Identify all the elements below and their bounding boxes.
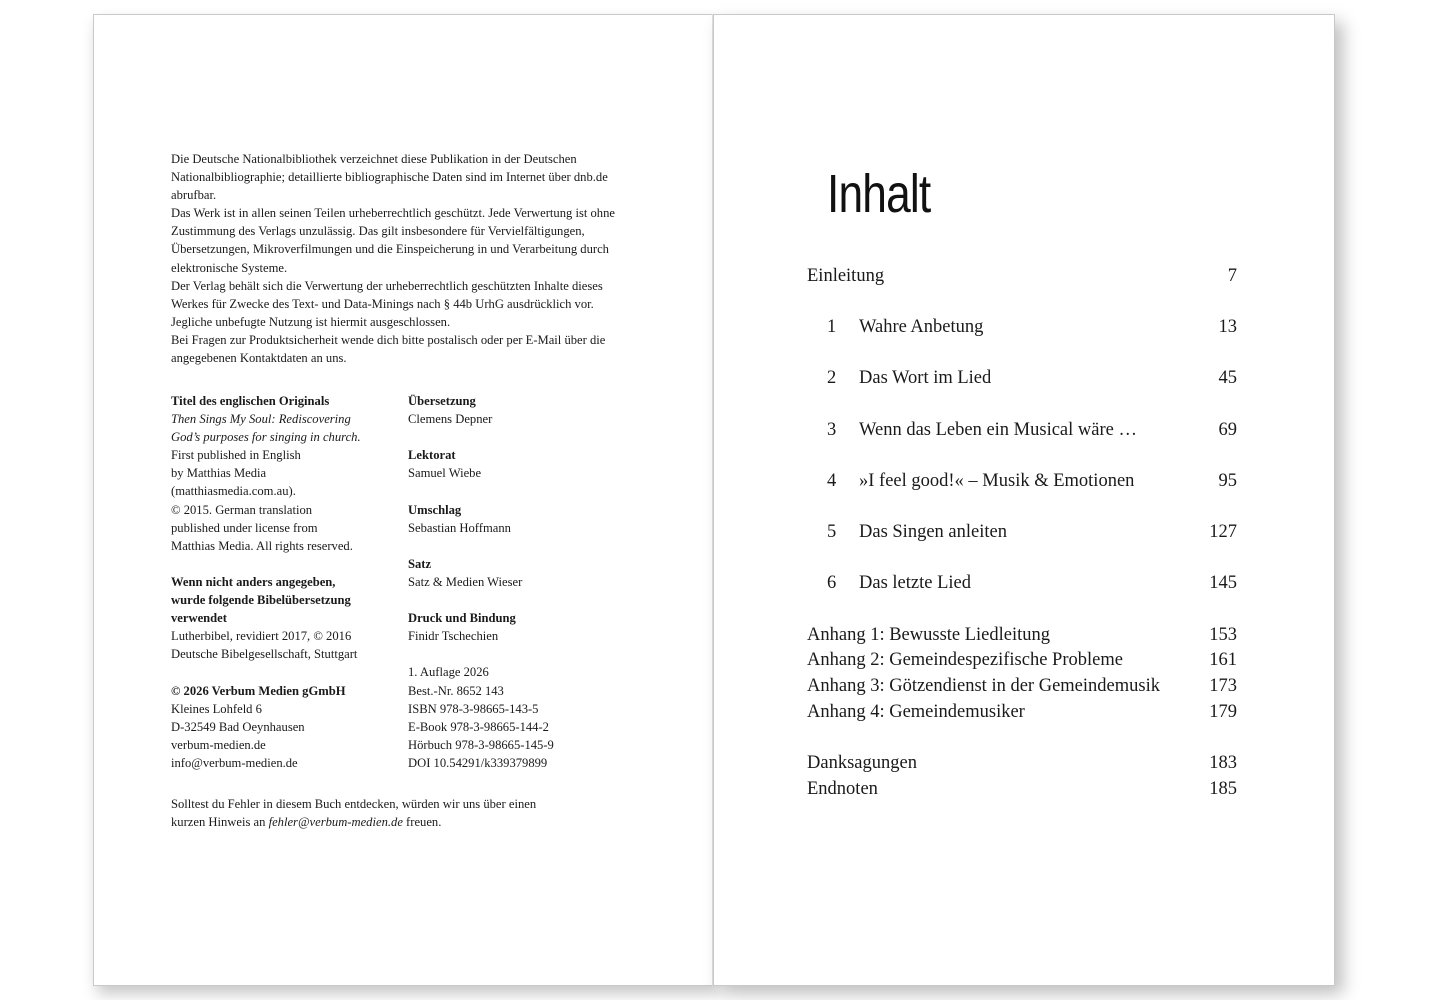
legal-paragraph: Das Werk ist in allen seinen Teilen urheberrechtlich geschützt. Jede Verwertung ist ohne Zustimmung des Verlags unzulässig. Das gilt insbesondere für Vervielfältigungen, Übersetzungen, Mikroverfilmungen und die Einspeicherung in und Verarbeitung durch elektronische Systeme. bbox=[171, 206, 615, 275]
chapter-number: 5 bbox=[827, 522, 837, 542]
back-matter-page: 183 bbox=[1209, 753, 1237, 773]
legal-paragraph: Die Deutsche Nationalbibliothek verzeichnet diese Publikation in der Deutschen Nationalbibliographie; detaillierte bibliographische Daten sind im Internet über dnb.de abrufbar. bbox=[171, 152, 608, 203]
chapter-title: Wahre Anbetung bbox=[859, 317, 984, 337]
credit-label: Übersetzung bbox=[408, 394, 476, 408]
credit-block bbox=[408, 392, 618, 428]
chapter-number: 3 bbox=[827, 420, 837, 440]
toc-entry-title: Einleitung bbox=[807, 266, 885, 286]
credit-value: Satz & Medien Wieser bbox=[408, 574, 523, 589]
edition-block bbox=[408, 663, 618, 772]
bible-heading: verwendet bbox=[171, 611, 227, 626]
bible-translation-block bbox=[171, 573, 396, 663]
chapter-page: 45 bbox=[1218, 368, 1237, 388]
original-line: © 2015. German translation bbox=[171, 502, 313, 517]
original-line: Matthias Media. All rights reserved. bbox=[171, 538, 353, 553]
appendix-title: Anhang 1: Bewusste Liedleitung bbox=[807, 625, 1051, 645]
chapter-page: 95 bbox=[1218, 471, 1237, 491]
contents-page bbox=[713, 14, 1335, 986]
chapter-page: 145 bbox=[1209, 573, 1237, 593]
edition-line: 1. Auflage 2026 bbox=[408, 665, 489, 680]
credit-block bbox=[408, 609, 618, 645]
edition-line: E-Book 978-3-98665-144-2 bbox=[408, 719, 549, 734]
bible-line: Deutsche Bibelgesellschaft, Stuttgart bbox=[171, 647, 358, 662]
chapter-page: 13 bbox=[1218, 317, 1237, 337]
chapter-title: »I feel good!« – Musik & Emotionen bbox=[859, 471, 1135, 491]
bible-heading: Wenn nicht anders angegeben, bbox=[171, 574, 336, 589]
credit-label: Lektorat bbox=[408, 448, 456, 463]
appendix-page: 153 bbox=[1209, 625, 1237, 645]
errata-email: fehler@verbum-medien.de bbox=[268, 815, 403, 830]
imprint-column-left bbox=[171, 392, 396, 772]
original-line: (matthiasmedia.com.au). bbox=[171, 484, 296, 499]
bible-line: Lutherbibel, revidiert 2017, © 2016 bbox=[171, 629, 352, 644]
credit-block bbox=[408, 501, 618, 537]
publisher-line: Kleines Lohfeld 6 bbox=[171, 701, 262, 716]
chapter-number: 1 bbox=[827, 317, 837, 337]
errata-note bbox=[171, 795, 631, 831]
publisher-block bbox=[171, 682, 396, 772]
back-matter-title: Danksagungen bbox=[807, 753, 917, 773]
appendix-page: 161 bbox=[1209, 650, 1237, 670]
chapter-number: 6 bbox=[827, 573, 837, 593]
errata-suffix: freuen. bbox=[402, 815, 442, 830]
back-matter-title: Endnoten bbox=[807, 779, 878, 799]
original-line: First published in English bbox=[171, 448, 301, 463]
publisher-line: verbum-medien.de bbox=[171, 737, 266, 752]
edition-line: Best.-Nr. 8652 143 bbox=[408, 683, 504, 698]
chapter-title: Wenn das Leben ein Musical wäre … bbox=[859, 420, 1137, 440]
credit-value: Clemens Depner bbox=[408, 412, 493, 427]
publisher-line: info@verbum-medien.de bbox=[171, 755, 298, 770]
chapter-number: 4 bbox=[827, 471, 837, 491]
original-line: by Matthias Media bbox=[171, 466, 267, 481]
chapter-number: 2 bbox=[827, 368, 837, 388]
errata-line: Solltest du Fehler in diesem Buch entdecken, würden wir uns über einen bbox=[171, 797, 537, 811]
credit-value: Finidr Tschechien bbox=[408, 629, 499, 644]
credit-value: Sebastian Hoffmann bbox=[408, 520, 511, 535]
appendix-title: Anhang 3: Götzendienst in der Gemeindemusik bbox=[807, 676, 1160, 696]
appendix-title: Anhang 4: Gemeindemusiker bbox=[807, 702, 1025, 722]
original-title: Then Sings My Soul: Rediscovering bbox=[171, 412, 351, 427]
appendix-page: 173 bbox=[1209, 676, 1237, 696]
chapter-page: 69 bbox=[1218, 420, 1237, 440]
appendix-title: Anhang 2: Gemeindespezifische Probleme bbox=[807, 650, 1123, 670]
original-title-block bbox=[171, 392, 396, 555]
credit-label: Satz bbox=[408, 556, 432, 571]
chapter-title: Das Wort im Lied bbox=[859, 368, 992, 388]
errata-prefix: kurzen Hinweis an bbox=[171, 815, 269, 830]
credit-block bbox=[408, 555, 618, 591]
credit-label: Druck und Bindung bbox=[408, 611, 516, 626]
publisher-heading: © 2026 Verbum Medien gGmbH bbox=[171, 683, 346, 698]
publisher-line: D-32549 Bad Oeynhausen bbox=[171, 719, 305, 734]
imprint-column-right bbox=[408, 392, 618, 772]
legal-paragraph: Bei Fragen zur Produktsicherheit wende dich bitte postalisch oder per E-Mail über die angegebenen Kontaktdaten an uns. bbox=[171, 332, 606, 366]
chapter-page: 127 bbox=[1209, 522, 1237, 542]
original-heading: Titel des englischen Originals bbox=[171, 394, 330, 408]
edition-line: Hörbuch 978-3-98665-145-9 bbox=[408, 737, 554, 752]
appendix-page: 179 bbox=[1209, 702, 1237, 722]
legal-notice bbox=[171, 150, 631, 367]
legal-paragraph: Der Verlag behält sich die Verwertung der urheberrechtlich geschützten Inhalte dieses Werkes für Zwecke des Text- und Data-Minings nach § 44b UrhG ausdrücklich vor. Jegliche unbefugte Nutzung ist hiermit ausgeschlossen. bbox=[171, 278, 603, 329]
original-line: published under license from bbox=[171, 520, 318, 535]
imprint-page bbox=[93, 14, 714, 986]
errata-line bbox=[171, 813, 631, 831]
original-title: God’s purposes for singing in church. bbox=[171, 430, 361, 445]
back-matter-page: 185 bbox=[1209, 779, 1237, 799]
chapter-title: Das letzte Lied bbox=[859, 573, 971, 593]
bible-heading: wurde folgende Bibelübersetzung bbox=[171, 593, 351, 608]
toc-entry-page: 7 bbox=[1227, 266, 1237, 286]
credit-block bbox=[408, 446, 618, 482]
book-spread bbox=[93, 14, 1335, 986]
chapter-title: Das Singen anleiten bbox=[859, 522, 1007, 542]
page-title: Inhalt bbox=[827, 164, 931, 224]
credit-label: Umschlag bbox=[408, 502, 462, 517]
credit-value: Samuel Wiebe bbox=[408, 466, 482, 481]
edition-line: DOI 10.54291/k339379899 bbox=[408, 755, 548, 770]
edition-line: ISBN 978-3-98665-143-5 bbox=[408, 701, 539, 716]
